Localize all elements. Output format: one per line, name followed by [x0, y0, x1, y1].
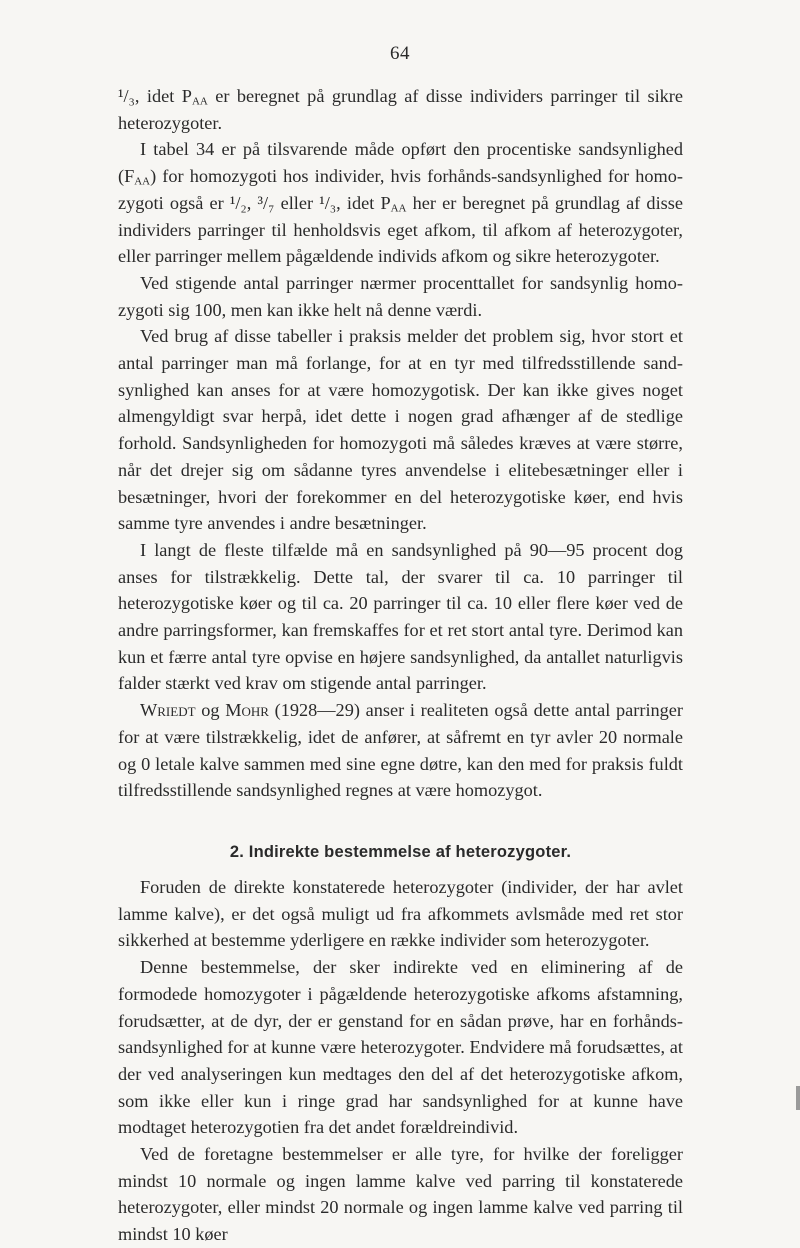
text: er beregnet på grundlag af disse individers parringer til sikre heterozygoter. [118, 86, 683, 133]
paragraph-5: I langt de fleste tilfælde må en sandsynlighed på 90—95 procent dog anses for tilstrækkelig. Dette tal, der svarer til ca. 10 parringer til heterozygotiske køer og til ca. 20 parringer til ca. 10 eller flere køer ved de andre parringsformer, kan fremskaffes for et ret stort antal tyre. Derimod kan kun et færre antal tyre opvise en højere sandsynlighed, da antallet naturligvis falder stærkt ved krav om stigende antal parringer. [118, 539, 683, 694]
author-name: Wriedt [140, 700, 196, 721]
section-paragraph-3: Ved de foretagne bestemmelser er alle tyre, for hvilke der foreligger mindst 10 normale og ingen lamme kalve ved parring til konstaterede heterozygoter, eller mindst 20 normale og ingen lamme kalve ved parring til mindst 10 køer [118, 1144, 683, 1245]
subscript: AA [134, 175, 151, 188]
scan-edge-mark [796, 1086, 800, 1110]
author-name: Mohr [225, 700, 269, 721]
text: I tabel 34 er på tilsvarende måde opført den procentiske sandsynlighed (F [118, 139, 683, 187]
paragraph-4: Ved brug af disse tabeller i praksis melder det problem sig, hvor stort et antal parringer man må forlange, for at en tyr med tilfredsstillende sandsynlighed kan anses for at være homozygotisk. Der kan ikke gives noget almengyldigt svar herpå, idet dette i nogen grad afhænger af de stedlige forhold. Sandsynligheden for homozygoti må således kræves at være større, når det drejer sig om sådanne tyres anvendelse i elitebesætninger eller i besætninger, hvori der forekommer en del heterozygotiske køer, end hvis samme tyre anvendes i andre besætninger. [118, 326, 683, 534]
text: og [195, 700, 226, 721]
section-paragraph-2: Denne bestemmelse, der sker indirekte ved en eliminering af de formodede homozygoter i pågældende heterozygotiske afkoms afstamning, forudsætter, at de dyr, der er genstand for en sådan prøve, har en forhånds-sandsynlighed for at kunne være heterozygoter. Endvidere må forudsættes, at der ved analyseringen kun medtages den del af det heterozygotiske afkom, som ikke eller kun i ringe grad har sandsynlighed for at kunne have modtaget heterozygotien fra det andet forældreindivid. [118, 957, 683, 1138]
subscript: AA [191, 95, 208, 108]
section-paragraph-1: Foruden de direkte konstaterede heterozygoter (individer, der har avlet lamme kalve), er det også muligt ud fra afkommets avlsmåde med ret stor sikkerhed at bestemme yderligere en række individer som heterozygoter. [118, 876, 683, 951]
section-heading: 2. Indirekte bestemmelse af heterozygoter. [229, 842, 572, 861]
text: ) for homozygoti hos individer, hvis forhånds-sandsynlighed for homozygoti også er ¹/₂, ³/₇ eller ¹/₃, idet P [118, 166, 683, 213]
body-text [118, 83, 683, 1248]
paragraph-2 [118, 136, 683, 270]
paragraph-6 [118, 697, 683, 804]
subscript: AA [390, 202, 407, 215]
text: her er beregnet på grundlag af disse individers parringer til henholdsvis eget afkom, til afkom af heterozygoter, eller parringer mellem pågældende individs afkom og sikre heterozygoter. [118, 192, 683, 267]
paragraph-3: Ved stigende antal parringer nærmer procenttallet for sandsynlig homozygoti sig 100, men kan ikke helt nå denne værdi. [118, 272, 683, 320]
text: (1928—29) anser i realiteten også dette antal parringer for at være tilstrækkelig, idet de anfører, at såfremt en tyr avler 20 normale og 0 letale kalve sammen med sine egne døtre, kan den med for praksis fuldt tilfredsstillende sandsynlighed regnes at være homozygot. [118, 700, 684, 801]
paragraph-1 [118, 83, 683, 136]
page-number: 64 [390, 43, 410, 64]
text: ¹/₃, idet P [118, 86, 192, 106]
